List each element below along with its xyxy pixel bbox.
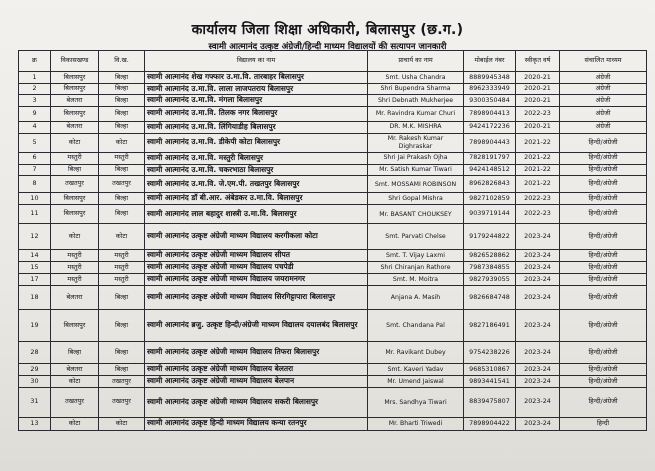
table-row (19, 121, 647, 133)
cell-block-short: बिल्हा (99, 286, 145, 310)
cell-principal-name: Mr. Satish Kumar Tiwari (368, 164, 464, 176)
cell-serial: 18 (19, 286, 51, 310)
cell-block-short: बिल्हा (99, 342, 145, 364)
cell-block: बेलतरा (51, 121, 99, 133)
cell-mobile: 9039719144 (464, 205, 516, 224)
cell-block: बिलासपुर (51, 106, 99, 121)
cell-serial: 2 (19, 83, 51, 95)
cell-principal-name: Mr. Ravindra Kumar Churi (368, 106, 464, 121)
document-subtitle: स्वामी आत्मानंद उत्कृष्ट अंग्रेजी/हिन्दी माध्यम विद्यालयों की सत्यापन जानकारी (208, 42, 447, 52)
cell-serial: 7 (19, 164, 51, 176)
cell-medium: अंग्रेजी (560, 72, 647, 84)
cell-serial: 1 (19, 72, 51, 84)
table-row (19, 274, 647, 286)
cell-school-name: स्वामी आत्मानंद उ.मा.वि. तिलक नगर बिलासपुर (145, 106, 368, 121)
cell-medium: हिन्दी/अंग्रेजी (560, 274, 647, 286)
cell-school-name: स्वामी आत्मानंद लाल बहादुर शास्त्री उ.मा.वि. बिलासपुर (145, 205, 368, 224)
schools-table (18, 50, 647, 431)
cell-block: मस्तुरी (51, 152, 99, 164)
cell-mobile: 9300350484 (464, 95, 516, 107)
cell-serial: 9 (19, 106, 51, 121)
cell-sanction-year: 2021-22 (516, 176, 560, 193)
cell-school-name: स्वामी आत्मानंद उ.मा.वि. मंगला बिलासपुर (145, 95, 368, 107)
cell-sanction-year: 2022-23 (516, 193, 560, 205)
table-header-row (19, 51, 647, 72)
cell-serial: 4 (19, 121, 51, 133)
cell-sanction-year: 2022-23 (516, 106, 560, 121)
cell-medium: हिन्दी (560, 417, 647, 430)
cell-mobile: 9827939055 (464, 274, 516, 286)
table-row (19, 72, 647, 84)
cell-block: तखतपुर (51, 176, 99, 193)
cell-principal-name: Anjana A. Masih (368, 286, 464, 310)
cell-medium: हिन्दी/अंग्रेजी (560, 133, 647, 152)
cell-block-short: बिल्हा (99, 310, 145, 342)
cell-school-name: स्वामी आत्मानंद उ.मा.वि. डीकेपी कोटा बिलासपुर (145, 133, 368, 152)
cell-block-short: तखतपुर (99, 387, 145, 417)
cell-sanction-year: 2020-21 (516, 121, 560, 133)
cell-mobile: 7898904422 (464, 417, 516, 430)
cell-mobile: 7987384855 (464, 262, 516, 274)
cell-sanction-year: 2023-24 (516, 417, 560, 430)
cell-sanction-year: 2023-24 (516, 224, 560, 250)
cell-mobile: 8889945348 (464, 72, 516, 84)
cell-block-short: बिल्हा (99, 121, 145, 133)
cell-principal-name: Mr. BASANT CHOUKSEY (368, 205, 464, 224)
cell-principal-name: Smt. M. Moitra (368, 274, 464, 286)
cell-sanction-year: 2023-24 (516, 310, 560, 342)
cell-block: तखतपुर (51, 387, 99, 417)
cell-block: कोटा (51, 133, 99, 152)
cell-mobile: 9826528862 (464, 250, 516, 262)
cell-block-short: बिल्हा (99, 164, 145, 176)
cell-sanction-year: 2023-24 (516, 250, 560, 262)
cell-medium: हिन्दी/अंग्रेजी (560, 193, 647, 205)
cell-school-name: स्वामी आत्मानंद उ.मा.वि. लाला लाजपतराय बिलासपुर (145, 83, 368, 95)
cell-school-name: स्वामी आत्मानंद डॉ बी.आर. अंबेडकर उ.मा.वि. बिलासपुर (145, 193, 368, 205)
cell-school-name: स्वामी आत्मानंद उत्कृष्ट अंग्रेजी माध्यम विद्यालय सिरगिट्टापारा बिलासपुर (145, 286, 368, 310)
cell-school-name: स्वामी आत्मानंद उत्कृष्ट अंग्रेजी माध्यम विद्यालय पचपेडी (145, 262, 368, 274)
cell-school-name: स्वामी आत्मानंद ब्रजु. उत्कृष्ट हिन्दी/अंग्रेजी माध्यम विद्यालय दयालबंद बिलासपुर (145, 310, 368, 342)
cell-serial: 10 (19, 193, 51, 205)
cell-sanction-year: 2020-21 (516, 83, 560, 95)
cell-mobile: 9754238226 (464, 342, 516, 364)
cell-block-short: बिल्हा (99, 106, 145, 121)
cell-medium: हिन्दी/अंग्रेजी (560, 286, 647, 310)
cell-school-name: स्वामी आत्मानंद उ.मा.वि. लिंगियाडीह बिलासपुर (145, 121, 368, 133)
table-row (19, 193, 647, 205)
cell-block-short: बिल्हा (99, 205, 145, 224)
cell-principal-name: Mr. Umend Jaiswal (368, 376, 464, 388)
table-row (19, 250, 647, 262)
cell-medium: अंग्रेजी (560, 83, 647, 95)
cell-principal-name: Shri Gopal Mishra (368, 193, 464, 205)
cell-serial: 5 (19, 133, 51, 152)
cell-block: बिलासपुर (51, 83, 99, 95)
cell-school-name: स्वामी आत्मानंद उत्कृष्ट अंग्रेजी माध्यम विद्यालय तिफरा बिलासपुर (145, 342, 368, 364)
cell-block-short: बिल्हा (99, 72, 145, 84)
cell-mobile: 9827102859 (464, 193, 516, 205)
cell-serial: 3 (19, 95, 51, 107)
cell-principal-name: Shri Chiranjan Rathore (368, 262, 464, 274)
cell-serial: 14 (19, 250, 51, 262)
cell-block: बिलासपुर (51, 205, 99, 224)
table-row (19, 205, 647, 224)
header-principal-name: प्राचार्य का नाम (368, 51, 464, 72)
cell-principal-name: Smt. T. Vijay Laxmi (368, 250, 464, 262)
table-row (19, 152, 647, 164)
header-block-short: वि.ख. (99, 51, 145, 72)
header-medium: संचालित माध्यम (560, 51, 647, 72)
cell-mobile: 9685310867 (464, 364, 516, 376)
cell-medium: हिन्दी/अंग्रेजी (560, 364, 647, 376)
cell-block-short: तखतपुर (99, 176, 145, 193)
cell-principal-name: Smt. Chandana Pal (368, 310, 464, 342)
cell-sanction-year: 2023-24 (516, 274, 560, 286)
cell-medium: हिन्दी/अंग्रेजी (560, 205, 647, 224)
cell-serial: 31 (19, 387, 51, 417)
cell-mobile: 8962333949 (464, 83, 516, 95)
cell-mobile: 9179244822 (464, 224, 516, 250)
cell-medium: हिन्दी/अंग्रेजी (560, 164, 647, 176)
cell-block: कोटा (51, 224, 99, 250)
cell-medium: हिन्दी/अंग्रेजी (560, 310, 647, 342)
cell-block: बेलतरा (51, 95, 99, 107)
cell-block: मस्तुरी (51, 250, 99, 262)
cell-block-short: मस्तुरी (99, 274, 145, 286)
cell-mobile: 8839475807 (464, 387, 516, 417)
cell-medium: हिन्दी/अंग्रेजी (560, 224, 647, 250)
cell-medium: हिन्दी/अंग्रेजी (560, 152, 647, 164)
cell-principal-name: Smt. Usha Chandra (368, 72, 464, 84)
cell-sanction-year: 2021-22 (516, 152, 560, 164)
cell-principal-name: Shri Debnath Mukherjee (368, 95, 464, 107)
table-row (19, 262, 647, 274)
cell-serial: 28 (19, 342, 51, 364)
cell-sanction-year: 2023-24 (516, 376, 560, 388)
header-mobile: मोबाईल नंबर (464, 51, 516, 72)
table-row (19, 224, 647, 250)
cell-block: बिलासपुर (51, 310, 99, 342)
cell-mobile: 9893441541 (464, 376, 516, 388)
cell-mobile: 9827186491 (464, 310, 516, 342)
cell-school-name: स्वामी आत्मानंद उत्कृष्ट अंग्रेजी माध्यम विद्यालय बेलतरा (145, 364, 368, 376)
header-serial: क्र (19, 51, 51, 72)
cell-serial: 11 (19, 205, 51, 224)
cell-block-short: मस्तुरी (99, 152, 145, 164)
cell-school-name: स्वामी आत्मानंद उ.मा.वि. चकरभाठा बिलासपुर (145, 164, 368, 176)
cell-block-short: कोटा (99, 224, 145, 250)
cell-block: बेलतरा (51, 286, 99, 310)
cell-medium: हिन्दी/अंग्रेजी (560, 262, 647, 274)
cell-medium: अंग्रेजी (560, 106, 647, 121)
cell-school-name: स्वामी आत्मानंद उत्कृष्ट अंग्रेजी माध्यम विद्यालय जयरामनगर (145, 274, 368, 286)
table-row (19, 364, 647, 376)
cell-school-name: स्वामी आत्मानंद उ.मा.वि. मस्तुरी बिलासपुर (145, 152, 368, 164)
cell-school-name: स्वामी आत्मानंद उत्कृष्ट अंग्रेजी माध्यम विद्यालय करगीकला कोटा (145, 224, 368, 250)
table-row (19, 387, 647, 417)
cell-principal-name: Mr. Rakesh Kumar Dighraskar (368, 133, 464, 152)
document-title: कार्यालय जिला शिक्षा अधिकारी, बिलासपुर (छ.ग.) (191, 22, 464, 38)
cell-serial: 13 (19, 417, 51, 430)
header-school-name: विद्यालय का नाम (145, 51, 368, 72)
table-row (19, 310, 647, 342)
cell-school-name: स्वामी आत्मानंद उत्कृष्ट अंग्रेजी माध्यम विद्यालय बेलपान (145, 376, 368, 388)
cell-serial: 15 (19, 262, 51, 274)
cell-principal-name: Smt. Kaveri Yadav (368, 364, 464, 376)
cell-block-short: मस्तुरी (99, 250, 145, 262)
cell-mobile: 7828191797 (464, 152, 516, 164)
cell-medium: अंग्रेजी (560, 121, 647, 133)
cell-principal-name: Shri Bupendra Sharma (368, 83, 464, 95)
cell-sanction-year: 2020-21 (516, 72, 560, 84)
header-block: विकासखण्ड (51, 51, 99, 72)
cell-medium: हिन्दी/अंग्रेजी (560, 376, 647, 388)
table-row (19, 83, 647, 95)
cell-principal-name: Mr. Bharti Triwedi (368, 417, 464, 430)
cell-sanction-year: 2022-23 (516, 205, 560, 224)
cell-block-short: बिल्हा (99, 193, 145, 205)
cell-mobile: 9424172236 (464, 121, 516, 133)
cell-principal-name: Shri Jai Prakash Ojha (368, 152, 464, 164)
cell-block-short: बिल्हा (99, 83, 145, 95)
cell-mobile: 9424148512 (464, 164, 516, 176)
cell-sanction-year: 2021-22 (516, 133, 560, 152)
cell-block: मस्तुरी (51, 262, 99, 274)
table-row (19, 133, 647, 152)
cell-serial: 8 (19, 176, 51, 193)
cell-block: मस्तुरी (51, 274, 99, 286)
cell-mobile: 9826684748 (464, 286, 516, 310)
cell-block: बिलासपुर (51, 193, 99, 205)
cell-medium: हिन्दी/अंग्रेजी (560, 176, 647, 193)
table-row (19, 106, 647, 121)
cell-sanction-year: 2020-21 (516, 95, 560, 107)
cell-block-short: बिल्हा (99, 364, 145, 376)
table-row (19, 342, 647, 364)
cell-principal-name: Smt. Parvati Chelse (368, 224, 464, 250)
cell-serial: 6 (19, 152, 51, 164)
cell-medium: हिन्दी/अंग्रेजी (560, 250, 647, 262)
cell-block-short: मस्तुरी (99, 262, 145, 274)
cell-sanction-year: 2023-24 (516, 286, 560, 310)
cell-sanction-year: 2023-24 (516, 387, 560, 417)
cell-sanction-year: 2023-24 (516, 342, 560, 364)
cell-mobile: 7898904413 (464, 106, 516, 121)
cell-block: कोटा (51, 417, 99, 430)
cell-school-name: स्वामी आत्मानंद उ.मा.वि. जे.एम.पी. तखतपुर बिलासपुर (145, 176, 368, 193)
cell-block-short: कोटा (99, 133, 145, 152)
cell-serial: 30 (19, 376, 51, 388)
cell-principal-name: Mr. Ravikant Dubey (368, 342, 464, 364)
cell-block-short: बिल्हा (99, 95, 145, 107)
cell-school-name: स्वामी आत्मानंद उत्कृष्ट अंग्रेजी माध्यम विद्यालय सीपत (145, 250, 368, 262)
header-sanction-year: स्वीकृत वर्ष (516, 51, 560, 72)
cell-block: बिल्हा (51, 164, 99, 176)
cell-block: बिल्हा (51, 342, 99, 364)
cell-serial: 19 (19, 310, 51, 342)
table-row (19, 286, 647, 310)
cell-serial: 29 (19, 364, 51, 376)
cell-sanction-year: 2023-24 (516, 262, 560, 274)
cell-serial: 17 (19, 274, 51, 286)
table-row (19, 95, 647, 107)
cell-serial: 12 (19, 224, 51, 250)
cell-school-name: स्वामी आत्मानंद शेख गफ्फार उ.मा.वि. तारबाहर बिलासपुर (145, 72, 368, 84)
table-row (19, 376, 647, 388)
cell-mobile: 7898904443 (464, 133, 516, 152)
cell-medium: हिन्दी/अंग्रेजी (560, 342, 647, 364)
cell-block: बेलतरा (51, 364, 99, 376)
cell-block-short: कोटा (99, 417, 145, 430)
cell-principal-name: Mrs. Sandhya Tiwari (368, 387, 464, 417)
cell-school-name: स्वामी आत्मानंद उत्कृष्ट अंग्रेजी माध्यम विद्यालय सकरी बिलासपुर (145, 387, 368, 417)
table-row (19, 164, 647, 176)
cell-sanction-year: 2021-22 (516, 164, 560, 176)
cell-sanction-year: 2023-24 (516, 364, 560, 376)
cell-block: बिलासपुर (51, 72, 99, 84)
cell-school-name: स्वामी आत्मानंद उत्कृष्ट हिन्दी माध्यम विद्यालय कन्या रतनपुर (145, 417, 368, 430)
cell-block-short: तखतपुर (99, 376, 145, 388)
cell-mobile: 8962826843 (464, 176, 516, 193)
cell-medium: अंग्रेजी (560, 95, 647, 107)
cell-medium: हिन्दी/अंग्रेजी (560, 387, 647, 417)
table-row (19, 417, 647, 430)
table-row (19, 176, 647, 193)
cell-principal-name: DR. M.K. MISHRA (368, 121, 464, 133)
cell-principal-name: Smt. MOSSAMI ROBINSON (368, 176, 464, 193)
cell-block: कोटा (51, 376, 99, 388)
